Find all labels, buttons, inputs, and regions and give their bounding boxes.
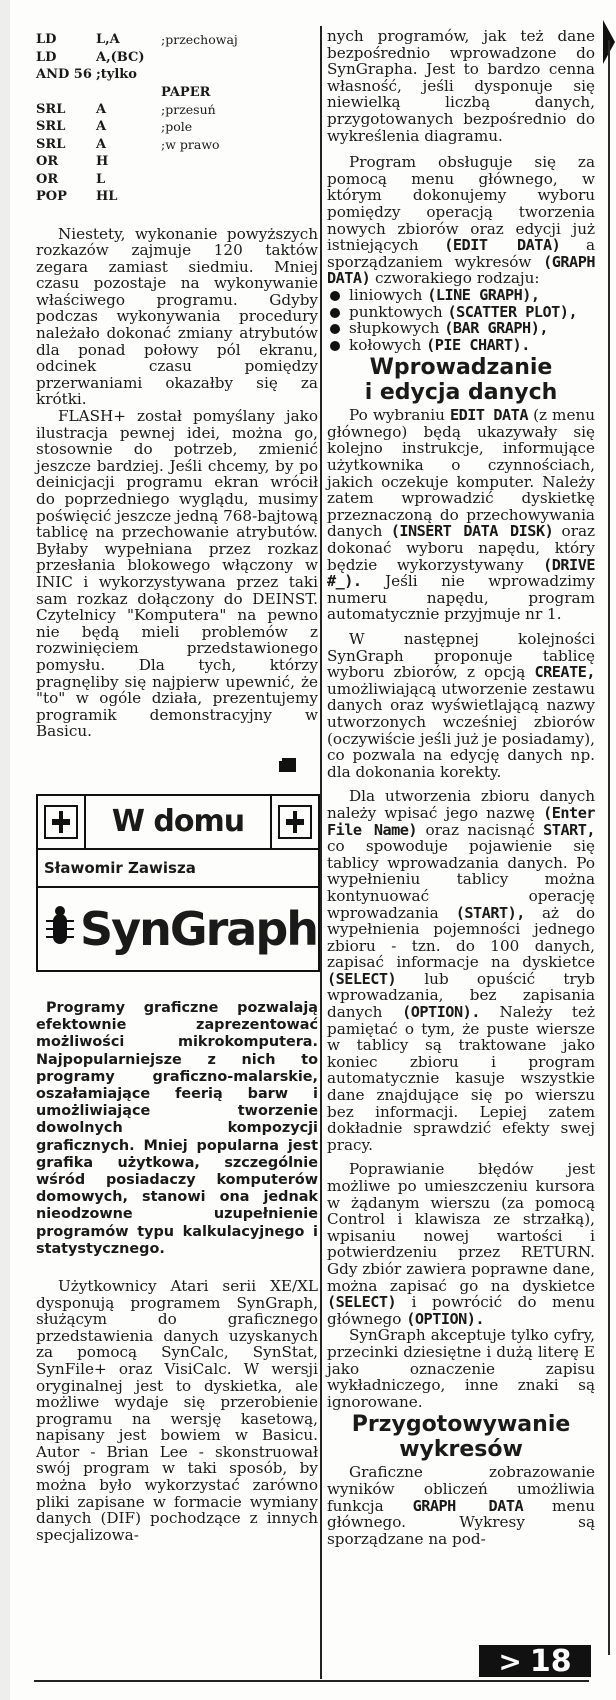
bug-icon xyxy=(46,904,74,954)
bottom-rule xyxy=(34,1680,589,1682)
paragraph: W następnej kolejności SynGraph proponuje tablicę wyboru zbiorów, z opcją CREATE, umożliwiającą utworzenie zestawu danych oraz wyświetlającą nazwy utworzonych wcześniej zbiorów (oczywiście jeśli już je posiadamy), co pozwala na edycję danych np. dla dokonania korekty. xyxy=(327,630,596,781)
code-row: AND 56 ;tylko xyxy=(36,67,137,82)
code-row: POP HL xyxy=(36,189,118,204)
section-title: W domu xyxy=(84,796,272,848)
paragraph: SynGraph akceptuje tylko cyfry, przecinki dziesiętne i dużą literę E jako oznaczenie zapisu wykładniczego, inne znaki są ignorowane. xyxy=(327,1326,595,1411)
lead-paragraph: Programy graficzne pozwalają efektownie zaprezentować możliwości mikrokomputera. Najpopularniejsze z nich to programy graficzno-malarskie, oszałamiające feerią barw i umożliwiające tworzenie dowolnych kompozycji graficznych. Mniej popularna jest grafika użytkowa, szczególnie wśród posiadaczy komputerów domowych, stanowi ona jednak nieodzowne uzupełnienie programów typu kalkulacyjnego i statystycznego. xyxy=(36,999,318,1257)
column-rule xyxy=(320,26,322,1679)
list-item: punktowych (SCATTER PLOT), xyxy=(327,304,595,321)
paragraph: Po wybraniu EDIT DATA (z menu głównego) będą ukazywały się kolejno instrukcje, informujące użytkownika o czynnościach, jakich oczekuje komputer. Należy zatem wprowadzić dyskietkę przeznaczoną do przechowywania danych (INSERT DATA DISK) oraz dokonać wyboru napędu, który będzie wykorzystywany (DRIVE #_). Jeśli nie wprowadzimy numeru napędu, program automatycznie przyjmuje nr 1. xyxy=(327,406,596,624)
right-column xyxy=(327,28,595,1547)
code-listing-bottom xyxy=(36,101,220,206)
code-listing-top xyxy=(36,31,238,84)
code-row: SRL A ;w prawo xyxy=(36,136,220,152)
inline-code: (GRAPH DATA) xyxy=(327,252,595,288)
paragraph: Program obsługuje się za pomocą menu głównego, w którym dokonujemy wyboru pomiędzy operacją tworzenia nowych zbiorów oraz edycji już istniejących (EDIT DATA) a sporządzaniem wykresów (GRAPH DATA) czworakiego rodzaju: xyxy=(327,153,596,288)
list-item: słupkowych (BAR GRAPH), xyxy=(327,320,595,337)
paragraph: nych programów, jak też dane bezpośrednio wprowadzone do SynGrapha. Jest to bardzo cenna własność, jeśli dysponuje się niewielką liczbą danych, przygotowanych bezpośrednio do wykreślenia diagramu. xyxy=(327,27,595,145)
page-number-box xyxy=(479,1645,591,1677)
author-name: Sławomir Zawisza xyxy=(38,850,318,888)
cross-icon xyxy=(278,805,312,839)
code-row: SRL A ;pole xyxy=(36,119,193,134)
article-end-mark xyxy=(282,758,296,772)
code-row: OR H xyxy=(36,154,109,169)
paragraph: Użytkownicy Atari serii XE/XL dysponują programem SynGraph, służącym do graficznego przedstawienia danych uzyskanych za pomocą SynCalc, SynStat, SynFile+ oraz VisiCalc. W wersji oryginalnej jest to dyskietka, ale możliwe wydaje się przerobienie programu na wersję kasetową, napisany jest bowiem w Basicu. Autor - Brian Lee - skonstruował swój program w taki sposób, by można było wykorzystać zarówno pliki zapisane w formacie wymiany danych (DIF) pochodzące z innych specjalizowa- xyxy=(36,1276,318,1544)
section-heading: Przygotowywanie wykresów xyxy=(351,1412,571,1463)
code-paper-label: PAPER xyxy=(161,84,211,100)
list-item: kołowych (PIE CHART). xyxy=(327,337,595,354)
arrow-right-icon: > xyxy=(498,1644,522,1678)
right-margin-line xyxy=(608,40,610,1655)
paragraph: Dla utworzenia zbioru danych należy wpisać jego nazwę (Enter File Name) oraz nacisnąć START, co spowoduje pojawienie się tablicy wprowadzania danych. Po wypełnieniu tablicy można kontynuować operację wprowadzania (START), aż do wypełnienia pojemności jednego zbioru - tzn. do 100 danych, zapisać informacje na dyskietce (SELECT) lub opuścić tryb wprowadzania, bez zapisania danych (OPTION). Należy też pamiętać o tym, że puste wiersze w tablicy są traktowane jako koniec zbioru i program automatycznie kasuje wszystkie dane znajdujące się po wierszu bez informacji. Lepiej zatem dokładnie sprawdzić efekty swej pracy. xyxy=(327,787,596,1154)
list-item: liniowych (LINE GRAPH), xyxy=(327,287,595,304)
code-row: LD A,(BC) xyxy=(36,49,145,65)
left-column xyxy=(36,28,318,1543)
scan-edge xyxy=(0,0,10,1700)
code-row: LD L,A ;przechowaj xyxy=(36,32,238,47)
inline-code: (EDIT DATA) xyxy=(444,236,561,255)
cross-icon xyxy=(44,805,78,839)
article-header-box xyxy=(36,794,320,972)
paragraph: Niestety, wykonanie powyższych rozkazów zajmuje 120 taktów zegara zamiast siedmiu. Mniej czasu pozostaje na wykonywanie właściwego programu. Gdyby podczas wykonywania procedury należało dokonać zmiany atrybutów dla ponad połowy pól ekranu, odcinek czasu pomiędzy przerwaniami okazałby się za krótki. xyxy=(36,224,318,409)
paragraph: Graficzne zobrazowanie wyników obliczeń umożliwia funkcja GRAPH DATA menu głównego. Wykresy są sporządzane na pod- xyxy=(327,1463,595,1548)
page-number: 18 xyxy=(529,1643,572,1679)
graph-type-list xyxy=(327,287,595,353)
code-row: OR L xyxy=(36,171,106,187)
product-title: SynGraph xyxy=(80,901,318,956)
code-row: SRL A ;przesuń xyxy=(36,101,216,117)
section-heading: Wprowadzanie i edycja danych xyxy=(364,355,558,406)
section-banner xyxy=(38,796,318,850)
product-title-row xyxy=(38,888,318,970)
paragraph: Poprawianie błędów jest możliwe po umieszczeniu kursora w żądanym wierszu (za pomocą Control i klawisza ze strzałką), wpisaniu nowej wartości i potwierdzeniu przez RETURN. Gdy zbiór zawiera poprawne dane, można zapisać go na dyskietce (SELECT) i powrócić do menu głównego (OPTION). xyxy=(327,1160,596,1328)
paragraph: FLASH+ został pomyślany jako ilustracja pewnej idei, można go, stosownie do potrzeb, zmienić jeszcze bardziej. Jeśli chcemy, by po deinicjacji programu ekran wrócił do poprzedniego wyglądu, musimy poświęcić jeszcze jedną 768-bajtową tablicę na przechowanie atrybutów. Byłaby wypełniana przez rozkaz przesłania blokowego włączony w INIC i wykorzystywana przez taki sam rozkaz dołączony do DEINST. Czytelnicy "Komputera" na pewno nie będą mieli problemów z rozwinięciem przedstawionego pomysłu. Dla tych, którzy pragnęliby się najpierw upewnić, że "to" w ogóle działa, prezentujemy programik demonstracyjny w Basicu. xyxy=(36,407,319,741)
